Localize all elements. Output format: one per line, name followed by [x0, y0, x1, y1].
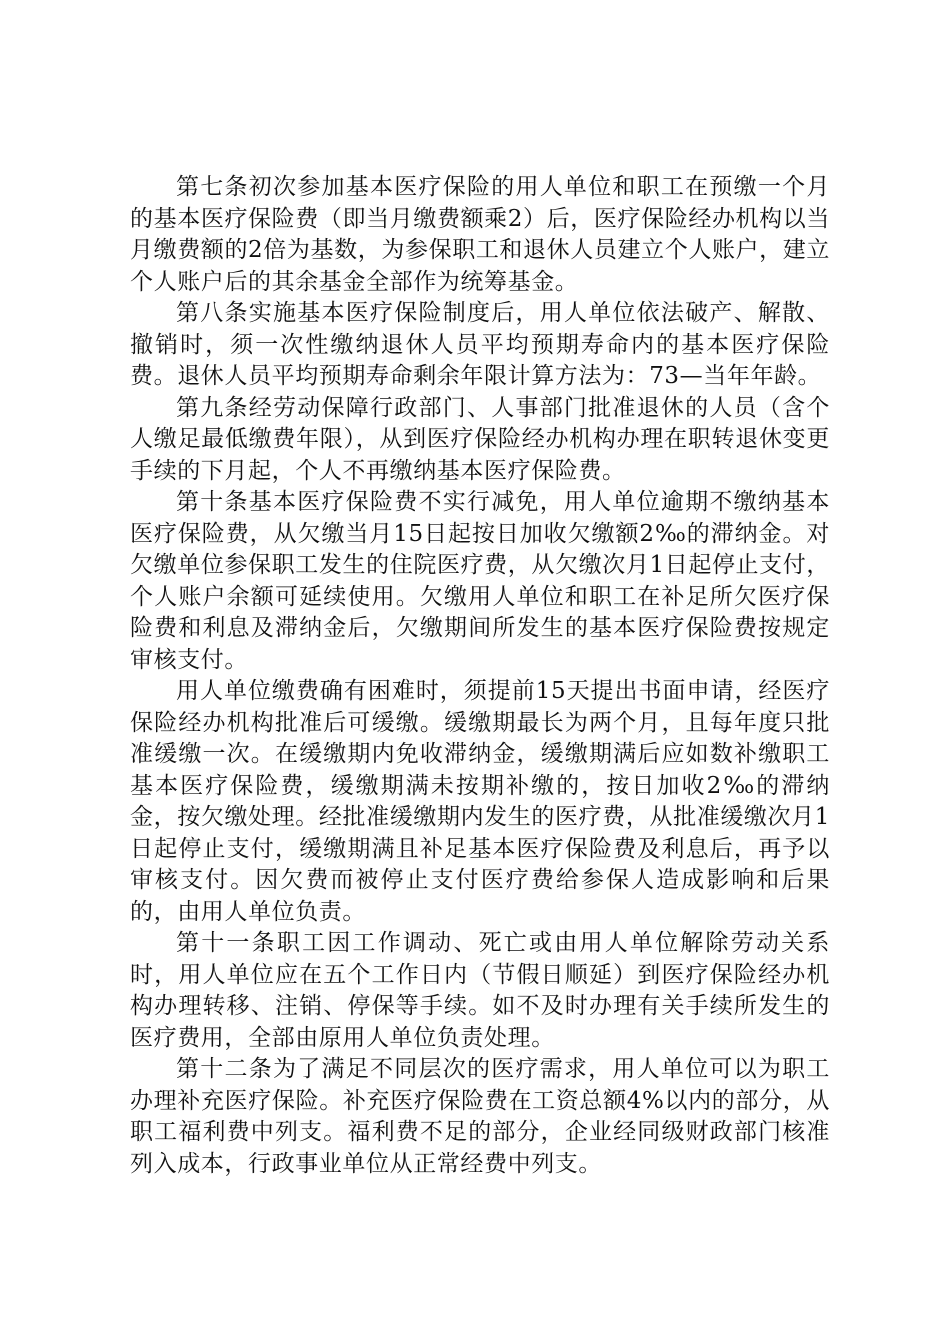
paragraph-article-8: 第八条实施基本医疗保险制度后，用人单位依法破产、解散、撤销时，须一次性缴纳退休人员平均预期寿命内的基本医疗保险费。退休人员平均预期寿命剩余年限计算方法为：73—当年年龄。	[130, 300, 830, 389]
paragraph-article-9: 第九条经劳动保障行政部门、人事部门批准退休的人员（含个人缴足最低缴费年限），从到医疗保险经办机构办理在职转退休变更手续的下月起，个人不再缴纳基本医疗保险费。	[130, 394, 830, 484]
paragraph-article-12: 第十二条为了满足不同层次的医疗需求，用人单位可以为职工办理补充医疗保险。补充医疗保险费在工资总额4%以内的部分，从职工福利费中列支。福利费不足的部分，企业经同级财政部门核准列入成本，行政事业单位从正常经费中列支。	[130, 1056, 830, 1177]
paragraph-article-10: 第十条基本医疗保险费不实行减免，用人单位逾期不缴纳基本医疗保险费，从欠缴当月15日起按日加收欠缴额2‰的滞纳金。对欠缴单位参保职工发生的住院医疗费，从欠缴次月1日起停止支付，个人账户余额可延续使用。欠缴用人单位和职工在补足所欠医疗保险费和利息及滞纳金后，欠缴期间所发生的基本医疗保险费按规定审核支付。	[130, 489, 830, 673]
paragraph-article-11: 第十一条职工因工作调动、死亡或由用人单位解除劳动关系时，用人单位应在五个工作日内（节假日顺延）到医疗保险经办机构办理转移、注销、停保等手续。如不及时办理有关手续所发生的医疗费用，全部由原用人单位负责处理。	[130, 930, 830, 1051]
paragraph-deferred-payment: 用人单位缴费确有困难时，须提前15天提出书面申请，经医疗保险经办机构批准后可缓缴。缓缴期最长为两个月，且每年度只批准缓缴一次。在缓缴期内免收滞纳金，缓缴期满后应如数补缴职工基本医疗保险费，缓缴期满未按期补缴的，按日加收2‰的滞纳金，按欠缴处理。经批准缓缴期内发生的医疗费，从批准缓缴次月1日起停止支付，缓缴期满且补足基本医疗保险费及利息后，再予以审核支付。因欠费而被停止支付医疗费给参保人造成影响和后果的，由用人单位负责。	[130, 678, 830, 925]
document-body	[130, 172, 830, 1180]
paragraph-article-7: 第七条初次参加基本医疗保险的用人单位和职工在预缴一个月的基本医疗保险费（即当月缴费额乘2）后，医疗保险经办机构以当月缴费额的2倍为基数，为参保职工和退休人员建立个人账户，建立个人账户后的其余基金全部作为统筹基金。	[130, 174, 830, 295]
